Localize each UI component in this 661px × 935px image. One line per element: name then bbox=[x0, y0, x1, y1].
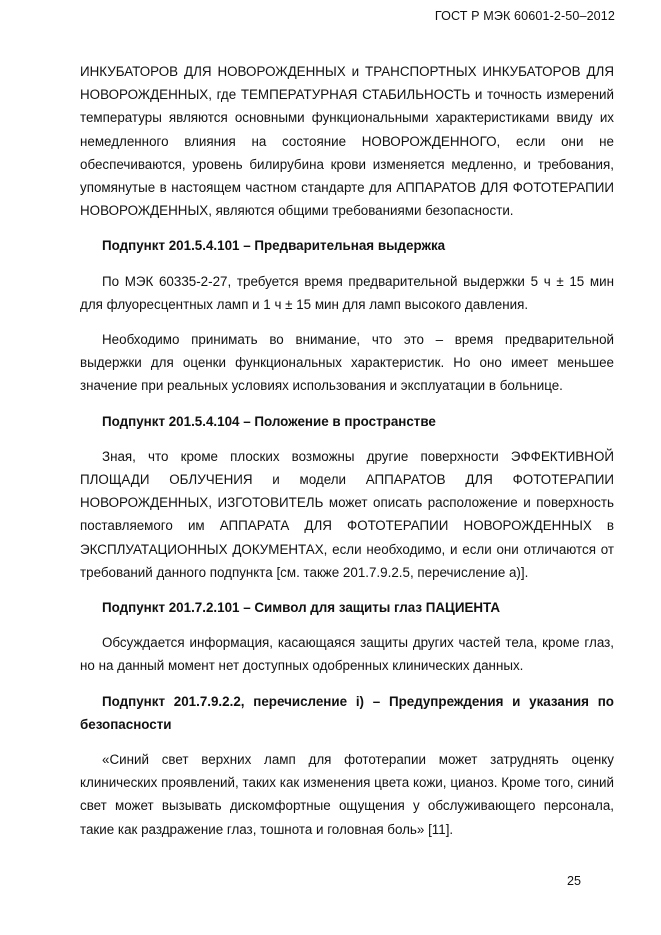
subclause-heading: Подпункт 201.5.4.104 – Положение в пространстве bbox=[102, 413, 436, 429]
paragraph-intro-continuation: ИНКУБАТОРОВ ДЛЯ НОВОРОЖДЕННЫХ и ТРАНСПОРТНЫХ ИНКУБАТОРОВ ДЛЯ НОВОРОЖДЕННЫХ, где ТЕМПЕРАТУРНАЯ СТАБИЛЬНОСТЬ и точность измерений температуры являются основными функциональными характеристиками ввиду их немедленного влияния на состояние НОВОРОЖДЕННОГО, если они не обеспечиваются, уровень билирубина крови изменяется медленно, и требования, упомянутые в настоящем частном стандарте для АППАРАТОВ ДЛЯ ФОТОТЕРАПИИ НОВОРОЖДЕННЫХ, являются общими требованиями безопасности. bbox=[80, 64, 614, 219]
page-number: 25 bbox=[566, 874, 581, 888]
page-body bbox=[80, 60, 614, 841]
subclause-heading: Подпункт 201.7.2.101 – Символ для защиты глаз ПАЦИЕНТА bbox=[102, 600, 501, 616]
document-code: ГОСТ Р МЭК 60601-2-50–2012 bbox=[434, 9, 615, 23]
subclause-heading: Подпункт 201.5.4.101 – Предварительная выдержка bbox=[102, 238, 446, 254]
paragraph: Зная, что кроме плоских возможны другие поверхности ЭФФЕКТИВНОЙ ПЛОЩАДИ ОБЛУЧЕНИЯ и модели АППАРАТОВ ДЛЯ ФОТОТЕРАПИИ НОВОРОЖДЕННЫХ, ИЗГОТОВИТЕЛЬ может описать расположение и поверхность поставляемого им АППАРАТА ДЛЯ ФОТОТЕРАПИИ НОВОРОЖДЕННЫХ в ЭКСПЛУАТАЦИОННЫХ ДОКУМЕНТАХ, если необходимо, и если они отличаются от требований данного подпункта [см. также 201.7.9.2.5, перечисление а)]. bbox=[80, 448, 614, 580]
paragraph: По МЭК 60335-2-27, требуется время предварительной выдержки 5 ч ± 15 мин для флуоресцентных ламп и 1 ч ± 15 мин для ламп высокого давления. bbox=[80, 273, 614, 312]
subclause-heading: Подпункт 201.7.9.2.2, перечисление i) – Предупреждения и указания по безопасности bbox=[80, 693, 614, 732]
paragraph: Обсуждается информация, касающаяся защиты других частей тела, кроме глаз, но на данный момент нет доступных одобренных клинических данных. bbox=[80, 635, 614, 674]
paragraph-quote: «Синий свет верхних ламп для фототерапии может затруднять оценку клинических проявлений, таких как изменения цвета кожи, цианоз. Кроме того, синий свет может вызывать дискомфортные ощущения у обслуживающего персонала, такие как раздражение глаз, тошнота и головная боль» [11]. bbox=[80, 752, 614, 837]
paragraph: Необходимо принимать во внимание, что это – время предварительной выдержки для оценки функциональных характеристик. Но оно имеет меньшее значение при реальных условиях использования и эксплуатации в больнице. bbox=[80, 332, 614, 394]
